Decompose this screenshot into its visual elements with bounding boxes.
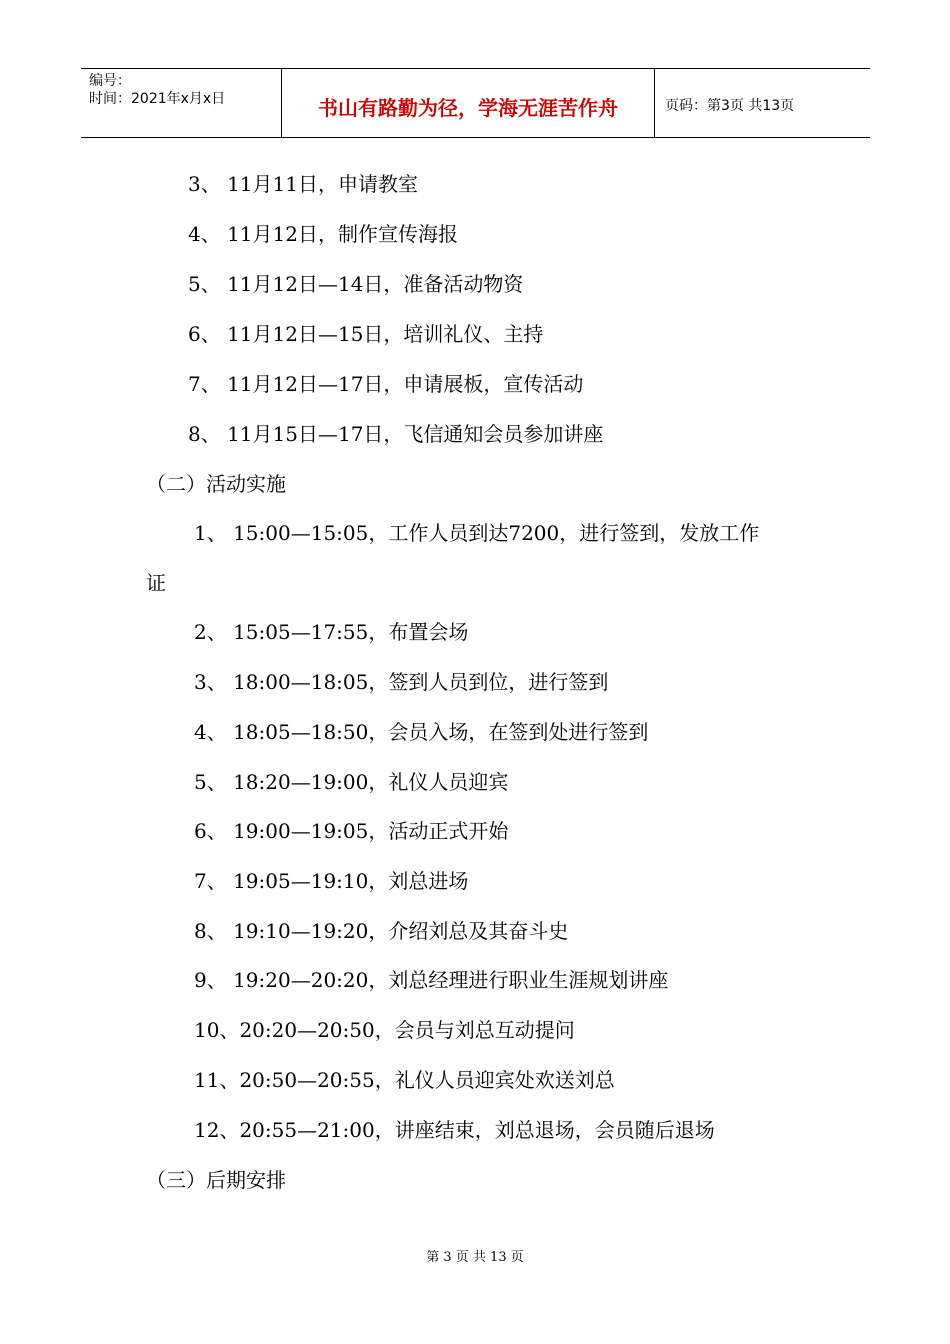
- header-page-cell: [655, 69, 870, 137]
- schedule-item: 5、 18:20—19:00，礼仪人员迎宾: [194, 770, 509, 794]
- document-date-label: 时间：2021年x月x日: [89, 91, 226, 107]
- schedule-item: 6、 19:00—19:05，活动正式开始: [194, 819, 509, 843]
- schedule-item: 4、 18:05—18:50，会员入场，在签到处进行签到: [194, 720, 649, 744]
- schedule-item: 7、 19:05—19:10，刘总进场: [194, 869, 469, 893]
- schedule-item-continuation: 证: [146, 571, 166, 595]
- header-page-number: 页码：第3页 共13页: [665, 98, 795, 114]
- schedule-item: 12、20:55—21:00，讲座结束，刘总退场，会员随后退场: [194, 1118, 715, 1142]
- section-heading: （二）活动实施: [146, 472, 286, 496]
- page-header: [81, 68, 870, 138]
- schedule-item: 4、 11月12日，制作宣传海报: [188, 222, 458, 246]
- document-number-label: 编号：: [89, 73, 131, 89]
- header-info-cell: [81, 69, 282, 137]
- header-motto: 书山有路勤为径，学海无涯苦作舟: [318, 96, 618, 120]
- schedule-item: 10、20:20—20:50，会员与刘总互动提问: [194, 1018, 575, 1042]
- schedule-item: 7、 11月12日—17日，申请展板，宣传活动: [188, 372, 584, 396]
- header-motto-cell: [282, 69, 655, 137]
- schedule-item: 8、 11月15日—17日，飞信通知会员参加讲座: [188, 422, 604, 446]
- schedule-item: 1、 15:00—15:05，工作人员到达7200，进行签到，发放工作: [194, 521, 760, 545]
- schedule-item: 2、 15:05—17:55，布置会场: [194, 620, 469, 644]
- schedule-item: 9、 19:20—20:20，刘总经理进行职业生涯规划讲座: [194, 968, 669, 992]
- schedule-item: 8、 19:10—19:20，介绍刘总及其奋斗史: [194, 919, 569, 943]
- page-footer: 第 3 页 共 13 页: [426, 1250, 524, 1265]
- schedule-item: 6、 11月12日—15日，培训礼仪、主持: [188, 322, 544, 346]
- schedule-item: 3、 18:00—18:05，签到人员到位，进行签到: [194, 670, 609, 694]
- schedule-item: 11、20:50—20:55，礼仪人员迎宾处欢送刘总: [194, 1068, 615, 1092]
- schedule-item: 3、 11月11日，申请教室: [188, 172, 418, 196]
- schedule-item: 5、 11月12日—14日，准备活动物资: [188, 272, 524, 296]
- section-heading: （三）后期安排: [146, 1168, 286, 1192]
